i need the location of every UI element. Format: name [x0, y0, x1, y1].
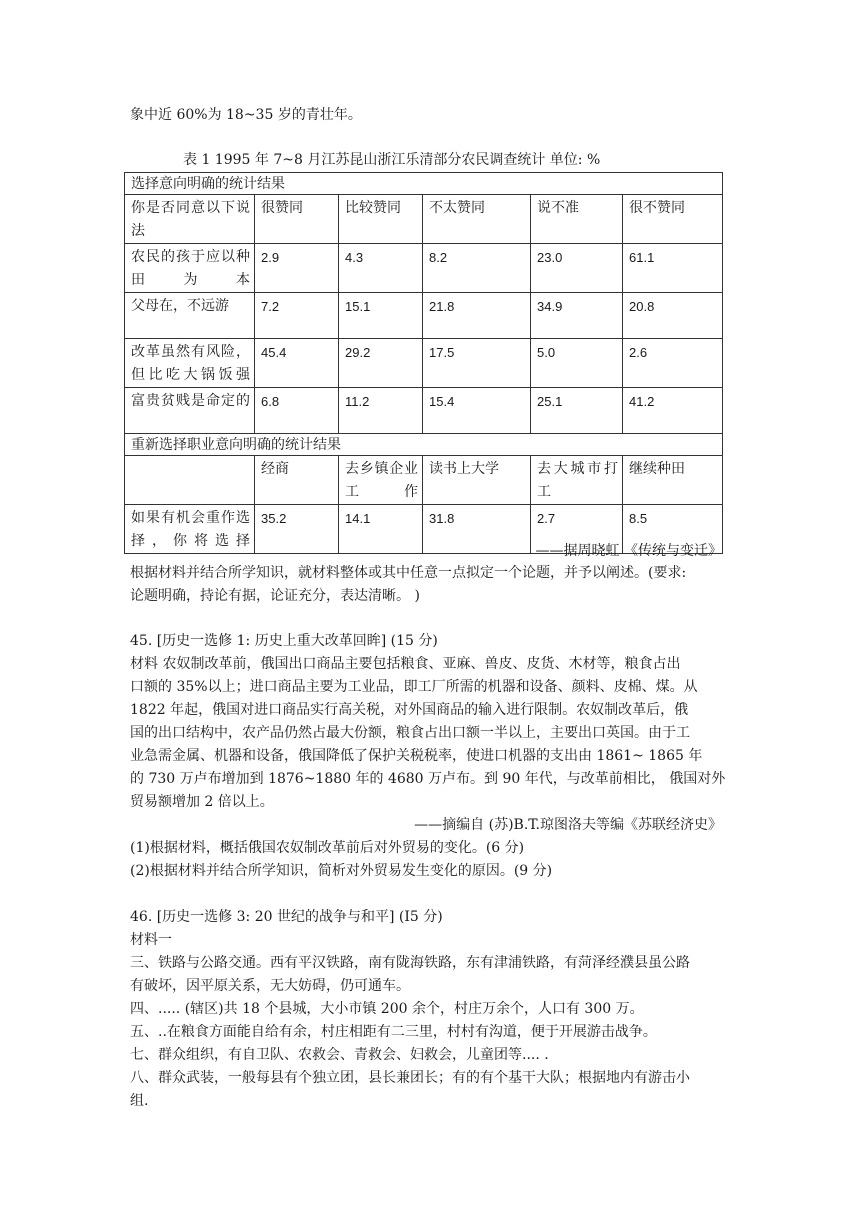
table-section-title — [125, 434, 723, 456]
material-line: 组. — [130, 1093, 149, 1109]
table-header-cell: 你是否同意以下说法 — [125, 195, 255, 244]
question-45-title: 45. [历史一选修 1: 历史上重大改革回眸] (15 分) — [130, 633, 438, 649]
material-line: 五、..在粮食方面能自给有余，村庄相距有二三里，村村有沟道，便于开展游击战争。 — [130, 1024, 657, 1040]
table-cell: 41.2 — [623, 388, 723, 434]
table-header-cell: 继续种田 — [623, 456, 723, 505]
table-cell: 17.5 — [423, 339, 531, 388]
question-44-requirements: 论题明确，持论有据，论证充分，表达清晰。 ) — [130, 588, 420, 604]
table-header-row — [125, 456, 723, 505]
table-caption: 表 1 1995 年 7~8 月江苏昆山浙江乐清部分农民调查统计 单位: % — [183, 152, 601, 168]
table-cell: 6.8 — [255, 388, 339, 434]
table-cell: 7.2 — [255, 293, 339, 339]
table-cell: 8.2 — [423, 244, 531, 293]
table-cell: 父母在，不远游 — [125, 293, 255, 339]
table-header-row — [125, 195, 723, 244]
table-row — [125, 388, 723, 434]
table-row — [125, 244, 723, 293]
table-cell: 31.8 — [423, 505, 531, 554]
question-46-title: 46. [历史一选修 3: 20 世纪的战争与和平] (I5 分) — [130, 909, 443, 925]
table-row — [125, 339, 723, 388]
table-cell: 2.6 — [623, 339, 723, 388]
table-cell: 8.5 — [623, 505, 723, 554]
material-line: 四、..... (辖区)共 18 个县城，大小市镇 200 余个，村庄万余个，人口有 300 万。 — [130, 1001, 644, 1017]
source-citation: ——据周晓虹 《传统与变迁》 — [535, 543, 722, 559]
table-header-cell: 读书上大学 — [423, 456, 531, 505]
table-cell: 11.2 — [339, 388, 423, 434]
table-cell: 15.1 — [339, 293, 423, 339]
material-line: 1822 年起，俄国对进口商品实行高关税，对外国商品的输入进行限制。农奴制改革后，俄 — [130, 702, 689, 718]
sub-question: (1)根据材料，概括俄国农奴制改革前后对外贸易的变化。(6 分) — [130, 840, 525, 856]
table-header-cell: 去乡镇企业工作 — [339, 456, 423, 505]
table-cell: 如果有机会重作选择，你将选择 — [125, 505, 255, 554]
table-cell: 61.1 — [623, 244, 723, 293]
table-cell: 23.0 — [531, 244, 623, 293]
material-line: 七、群众组织，有自卫队、农救会、青救会、妇救会，儿童团等.... . — [130, 1047, 549, 1063]
table-cell: 4.3 — [339, 244, 423, 293]
intro-line: 象中近 60%为 18~35 岁的青壮年。 — [130, 107, 362, 123]
source-citation: ——摘编自 (苏)B.T.琼图洛夫等编《苏联经济史》 — [414, 817, 722, 833]
material-label: 材料一 — [130, 932, 172, 948]
material-line: 贸易额增加 2 倍以上。 — [130, 794, 274, 810]
table-cell: 25.1 — [531, 388, 623, 434]
material-line: 的 730 万卢布增加到 1876~1880 年的 4680 万卢布。到 90 年代，与改革前相比， 俄国对外 — [130, 771, 726, 787]
material-line: 口额的 35%以上；进口商品主要为工业品，即工厂所需的机器和设备、颜料、皮棉、煤。从 — [130, 679, 698, 695]
material-line: 八、群众武装，一般每县有个独立团，县长兼团长；有的有个基干大队；根据地内有游击小 — [130, 1070, 690, 1086]
table-cell: 45.4 — [255, 339, 339, 388]
table-header-cell — [125, 456, 255, 505]
table-cell: 2.7 — [531, 505, 623, 554]
table-cell: 改革虽然有风险，但比吃大锅饭强 — [125, 339, 255, 388]
table-header-cell: 比较赞同 — [339, 195, 423, 244]
table-header-cell: 去大城市打工 — [531, 456, 623, 505]
question-44-task: 根据材料并结合所学知识，就材料整体或其中任意一点拟定一个论题，并予以阐述。(要求: — [130, 565, 687, 581]
table-row — [125, 293, 723, 339]
material-line: 国的出口结构中，农产品仍然占最大份额，粮食占出口额一半以上，主要出口英国。由于工 — [130, 725, 690, 741]
section-title-2: 重新选择职业意向明确的统计结果 — [125, 434, 723, 456]
sub-question: (2)根据材料并结合所学知识，简析对外贸易发生变化的原因。(9 分) — [130, 863, 553, 879]
table-section-title — [125, 173, 723, 195]
table-header-cell: 说不准 — [531, 195, 623, 244]
table-cell: 35.2 — [255, 505, 339, 554]
material-line: 业急需金属、机器和设备，俄国降低了保护关税税率，使进口机器的支出由 1861~ 1865 年 — [130, 748, 703, 764]
survey-table — [124, 172, 723, 554]
table-cell: 21.8 — [423, 293, 531, 339]
table-header-cell: 不太赞同 — [423, 195, 531, 244]
table-cell: 14.1 — [339, 505, 423, 554]
table-cell: 29.2 — [339, 339, 423, 388]
material-line: 材料 农奴制改革前，俄国出口商品主要包括粮食、亚麻、兽皮、皮货、木材等，粮食占出 — [130, 656, 681, 672]
table-cell: 20.8 — [623, 293, 723, 339]
table-header-cell: 很不赞同 — [623, 195, 723, 244]
table-cell: 2.9 — [255, 244, 339, 293]
material-line: 三、铁路与公路交通。西有平汉铁路，南有陇海铁路，东有津浦铁路，有菏泽经濮县虽公路 — [130, 955, 690, 971]
table-cell: 农民的孩于应以种田为本 — [125, 244, 255, 293]
table-cell: 5.0 — [531, 339, 623, 388]
table-cell: 富贵贫贱是命定的 — [125, 388, 255, 434]
table-cell: 15.4 — [423, 388, 531, 434]
material-line: 有破坏，因平原关系，无大妨碍，仍可通车。 — [130, 978, 410, 994]
table-header-cell: 经商 — [255, 456, 339, 505]
table-cell: 34.9 — [531, 293, 623, 339]
table-header-cell: 很赞同 — [255, 195, 339, 244]
section-title-1: 选择意向明确的统计结果 — [125, 173, 723, 195]
